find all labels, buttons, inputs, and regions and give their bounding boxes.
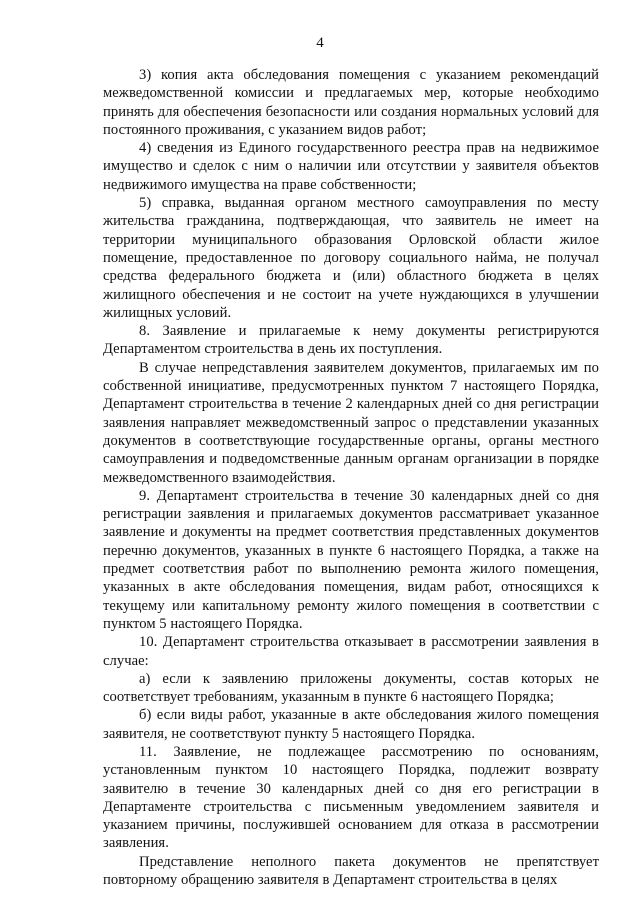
- paragraph-clause-10-a: а) если к заявлению приложены документы, состав которых не соответствует требованиям, указанным в пункте 6 настоящего Порядка;: [103, 670, 599, 706]
- document-body: [103, 66, 599, 889]
- paragraph-incomplete-package: Представление неполного пакета документов не препятствует повторному обращению заявителя в Департамент строительства в целях: [103, 853, 599, 889]
- paragraph-interagency-request: В случае непредставления заявителем документов, прилагаемых им по собственной инициативе, предусмотренных пунктом 7 настоящего Порядка, Департамент строительства в течение 2 календарных дней со дня регистрации заявления направляет межведомственный запрос о представлении указанных документов в соответствующие государственные органы, органы местного самоуправления и подведомственные данным органам организации в порядке межведомственного взаимодействия.: [103, 359, 599, 486]
- paragraph-item-3-act-copy: 3) копия акта обследования помещения с указанием рекомендаций межведомственной комиссии и предлагаемых мер, которые необходимо принять для обеспечения безопасности или создания нормальных условий для постоянного проживания, с указанием видов работ;: [103, 67, 599, 138]
- paragraph-clause-10: 10. Департамент строительства отказывает в рассмотрении заявления в случае:: [103, 634, 599, 669]
- page-number: 4: [316, 35, 324, 51]
- paragraph-item-4-registry-info: 4) сведения из Единого государственного реестра прав на недвижимое имущество и сделок с ним о наличии или отсутствии у заявителя объектов недвижимого имущества на праве собственности;: [103, 140, 599, 193]
- paragraph-item-5-certificate: 5) справка, выданная органом местного самоуправления по месту жительства гражданина, подтверждающая, что заявитель не имеет на территории муниципального образования Орловской области жилое помещение, предоставленное по договору социального найма, не получал средства федерального бюджета и (или) областного бюджета в целях жилищного обеспечения и не состоит на учете нуждающихся в улучшении жилищных условий.: [103, 195, 599, 321]
- paragraph-clause-10-b: б) если виды работ, указанные в акте обследования жилого помещения заявителя, не соответствуют пункту 5 настоящего Порядка.: [103, 707, 599, 742]
- paragraph-clause-9: 9. Департамент строительства в течение 30 календарных дней со дня регистрации заявления и прилагаемых документов рассматривает указанное заявление и документы на предмет соответствия представленных документов перечню документов, указанных в пункте 6 настоящего Порядка, а также на предмет соответствия работ по выполнению ремонта жилого помещения, указанных в акте обследования помещения, видам работ, относящихся к текущему или капитальному ремонту жилого помещения в соответствии с пунктом 5 настоящего Порядка.: [103, 487, 599, 632]
- paragraph-clause-11: 11. Заявление, не подлежащее рассмотрению по основаниям, установленным пунктом 10 настоящего Порядка, подлежит возврату заявителю в течение 30 календарных дней со дня его регистрации в Департаменте строительства с письменным уведомлением заявителя и указанием причины, послужившей основанием для отказа в рассмотрении заявления.: [103, 743, 599, 852]
- paragraph-clause-8: 8. Заявление и прилагаемые к нему документы регистрируются Департаментом строительства в день их поступления.: [103, 323, 599, 358]
